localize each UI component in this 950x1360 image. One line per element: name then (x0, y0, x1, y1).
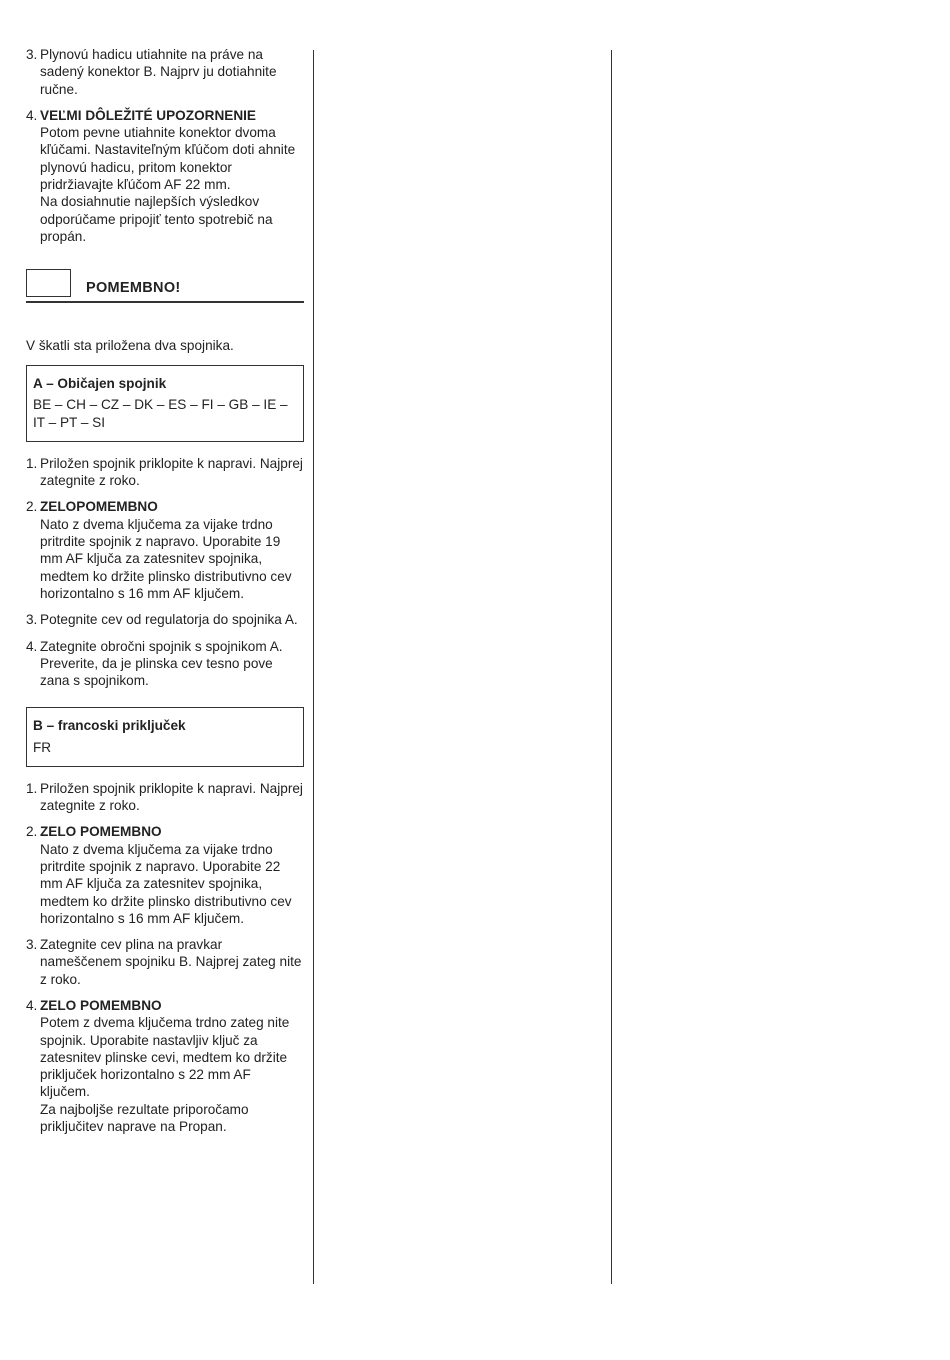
step-text: Priložen spojnik priklopite k napravi. Najprej zategnite z roko. (40, 780, 303, 814)
step-number: 4. (26, 638, 38, 654)
list-item (26, 107, 304, 245)
step-text: Zategnite obročni spojnik s spojnikom A. Preverite, da je plinska cev tesno pove zana s spojnikom. (40, 638, 283, 689)
step-number: 2. (26, 499, 38, 515)
step-number: 4. (26, 997, 38, 1013)
step-number: 3. (26, 612, 38, 628)
step-text: Potem z dvema ključema trdno zateg nite spojnik. Uporabite nastavljiv ključ za zatesnitev plinske cevi, medtem ko držite priključek horizontalno s 22 mm AF ključem. (40, 1015, 290, 1100)
step-text: Na dosiahnutie najlepších výsledkov odporúčame pripojiť tento spotrebič na propán. (40, 194, 273, 244)
section-a-box (26, 365, 304, 442)
step-number: 3. (26, 47, 38, 62)
intro-text: V škatli sta priložena dva spojnika. (26, 338, 234, 354)
step-text: Zategnite cev plina na pravkar nameščenem spojniku B. Najprej zateg nite z roko. (40, 937, 302, 987)
step-text: Priložen spojnik priklopite k napravi. Najprej zategnite z roko. (40, 455, 303, 489)
step-text: Nato z dvema ključema za vijake trdno pritrdite spojnik z napravo. Uporabite 22 mm AF ključa za zatesnitev spojnika, medtem ko držite plinsko distributivno cev horizontalno s 16 mm AF ključem. (40, 841, 292, 926)
section-b-steps (26, 780, 304, 1136)
section-a-steps (26, 455, 304, 690)
section-a-title: A – Običajen spojnik (33, 375, 167, 391)
step-text: Za najboljše rezultate priporočamo priključitev naprave na Propan. (40, 1101, 249, 1135)
warning-icon-box (26, 269, 71, 297)
step-number: 1. (26, 455, 38, 471)
list-item (26, 638, 304, 690)
step-text: Potom pevne utiahnite konektor dvoma kľúčami. Nastaviteľným kľúčom doti ahnite plynovú hadicu, pritom konektor pridržiavajte kľúčom AF 22 mm. (40, 125, 296, 193)
step-title: ZELO POMEMBNO (40, 997, 162, 1013)
list-item (26, 997, 304, 1135)
step-text: Plynovú hadicu utiahnite na práve na sadený konektor B. Najprv ju dotiahnite ručne. (40, 47, 277, 97)
section-b-box (26, 707, 304, 766)
left-column (26, 46, 304, 1144)
step-title: ZELOPOMEMBNO (40, 499, 158, 515)
step-text: Potegnite cev od regulatorja do spojnika A. (40, 612, 298, 628)
section-b-title: B – francoski priključek (33, 718, 186, 734)
step-number: 2. (26, 824, 38, 840)
slovak-steps (26, 46, 304, 245)
list-item (26, 498, 304, 602)
list-item (26, 611, 304, 628)
notice-title: POMEMBNO! (86, 280, 181, 297)
step-number: 1. (26, 780, 38, 796)
step-number: 3. (26, 937, 38, 953)
column-divider-1 (313, 50, 314, 1284)
column-divider-2 (611, 50, 612, 1284)
list-item (26, 780, 304, 815)
section-b-countries: FR (33, 739, 52, 755)
step-number: 4. (26, 107, 38, 123)
notice-header (26, 269, 304, 303)
section-a-countries: BE – CH – CZ – DK – ES – FI – GB – IE – IT – PT – SI (33, 396, 288, 430)
list-item (26, 455, 304, 490)
step-text: Nato z dvema ključema za vijake trdno pritrdite spojnik z napravo. Uporabite 19 mm AF ključa za zatesnitev spojnika, medtem ko držite plinsko distributivno cev horizontalno s 16 mm AF ključem. (40, 516, 292, 601)
step-title: VEĽMI DÔLEŽITÉ UPOZORNENIE (40, 107, 256, 123)
list-item (26, 823, 304, 927)
step-title: ZELO POMEMBNO (40, 824, 162, 840)
list-item (26, 46, 304, 98)
list-item (26, 936, 304, 988)
